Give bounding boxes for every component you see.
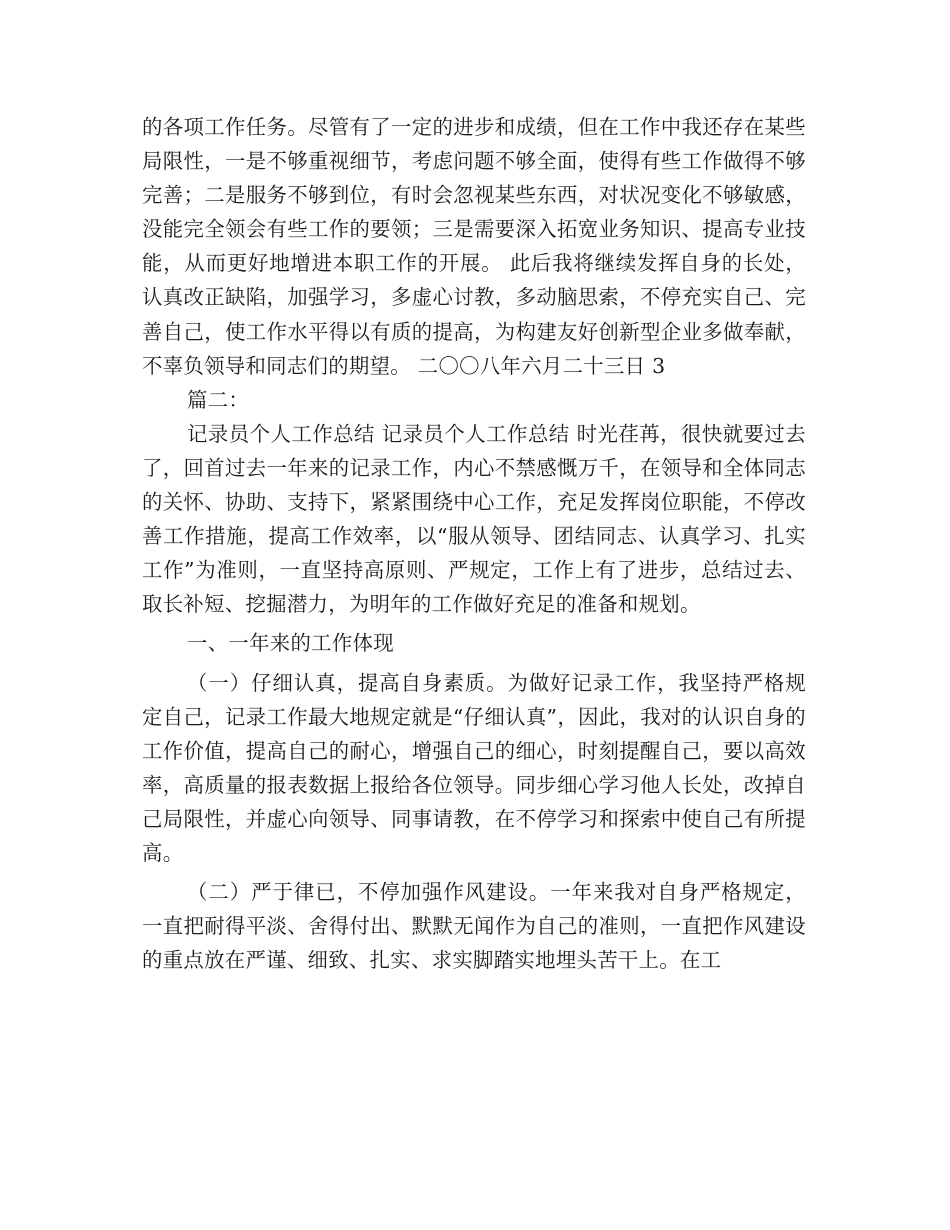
section-heading-achievements: 一、一年来的工作体现 xyxy=(187,631,394,656)
document-body xyxy=(142,110,806,977)
paragraph-item-one: （一）仔细认真，提高自身素质。为做好记录工作，我坚持严格规定自己，记录工作最大地规定就是“仔细认真”，因此，我对的认识自身的工作价值，提高自己的耐心，增强自己的细心，时刻提醒自己，要以高效率，高质量的报表数据上报给各位领导。同步细心学习他人长处，改掉自己局限性，并虚心向领导、同事请教，在不停学习和探索中使自己有所提高。 xyxy=(142,670,806,865)
paragraph-item-two: （二）严于律已，不停加强作风建设。一年来我对自身严格规定，一直把耐得平淡、舍得付出、默默无闻作为自己的准则，一直把作风建设的重点放在严谨、细致、扎实、求实脚踏实地埋头苦干上。在工 xyxy=(142,880,806,973)
section-title-part-two: 篇二： xyxy=(187,387,250,412)
paragraph-intro: 记录员个人工作总结 记录员个人工作总结 时光荏苒，很快就要过去了，回首过去一年来的记录工作，内心不禁感慨万千，在领导和全体同志的关怀、协助、支持下，紧紧围绕中心工作，充足发挥岗位职能，不停改善工作措施，提高工作效率，以“服从领导、团结同志、认真学习、扎实工作”为准则，一直坚持高原则、严规定，工作上有了进步，总结过去、取长补短、挖掘潜力，为明年的工作做好充足的准备和规划。 xyxy=(142,421,806,617)
paragraph-continuation: 的各项工作任务。尽管有了一定的进步和成绩，但在工作中我还存在某些局限性，一是不够重视细节，考虑问题不够全面，使得有些工作做得不够完善；二是服务不够到位，有时会忽视某些东西，对状况变化不够敏感，没能完全领会有些工作的要领；三是需要深入拓宽业务知识、提高专业技能，从而更好地增进本职工作的开展。 此后我将继续发挥自身的长处，认真改正缺陷，加强学习，多虚心讨教，多动脑思索，不停充实自己、完善自己，使工作水平得以有质的提高，为构建友好创新型企业多做奉献，不辜负领导和同志们的期望。 二〇〇八年六月二十三日 3 xyxy=(142,115,806,378)
